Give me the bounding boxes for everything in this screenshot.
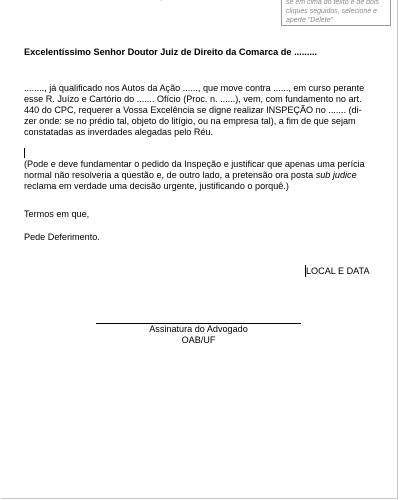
paragraph1-line[interactable]: zer onde: se no prédio tal, objeto do litígio, ou na empresa tal), a fim de que sejam [24, 116, 356, 126]
text-cursor [24, 148, 25, 158]
paragraph1-line[interactable]: constatadas as inverdades alegadas pelo Réu. [24, 127, 214, 137]
closing-text[interactable]: Termos em que, [24, 209, 90, 219]
request-text[interactable]: Pede Deferimento. [24, 232, 100, 242]
paragraph2-line[interactable]: reclama em verdade uma decisão urgente, justificando o porquê.) [24, 181, 289, 191]
paragraph1-line[interactable]: ........, já qualificado nos Autos da Ação ......, que move contra ......, em curso perante [24, 83, 365, 93]
italic-term: sub judice [315, 170, 357, 180]
paragraph1-line[interactable]: 440 do CPC, requerer a Vossa Excelência se digne realizar INSPEÇÃO no ....... (di- [24, 105, 362, 115]
paragraph2-line-text: normal não resolveria a questão e, de outro lado, a pretensão ora posta [24, 170, 316, 180]
place-date-field[interactable]: LOCAL E DATA [306, 266, 370, 276]
paragraph2-line[interactable]: (Pode e deve fundamentar o pedido da Inspeção e justificar que apenas uma perícia [24, 159, 365, 169]
tip-line: cliques seguidos, selecione e [286, 8, 378, 15]
tip-line: aperte "Delete" [286, 17, 333, 24]
logo-placeholder-hint [120, 0, 280, 1]
tip-line: se em cima do texto e de dois [286, 0, 379, 6]
page-border [1, 0, 398, 499]
paragraph1-line[interactable]: esse R. Juízo e Cartório do ....... Ofício (Proc. n. ......), vem, com fundamento no art. [24, 94, 362, 104]
instruction-tip-text [286, 0, 388, 25]
registration-label[interactable]: OAB/UF [181, 335, 216, 345]
paragraph2-line[interactable] [24, 170, 357, 181]
document-heading[interactable]: Excelentíssimo Senhor Doutor Juiz de Direito da Comarca de ......... [24, 47, 318, 57]
signature-label[interactable]: Assinatura do Advogado [149, 324, 248, 334]
